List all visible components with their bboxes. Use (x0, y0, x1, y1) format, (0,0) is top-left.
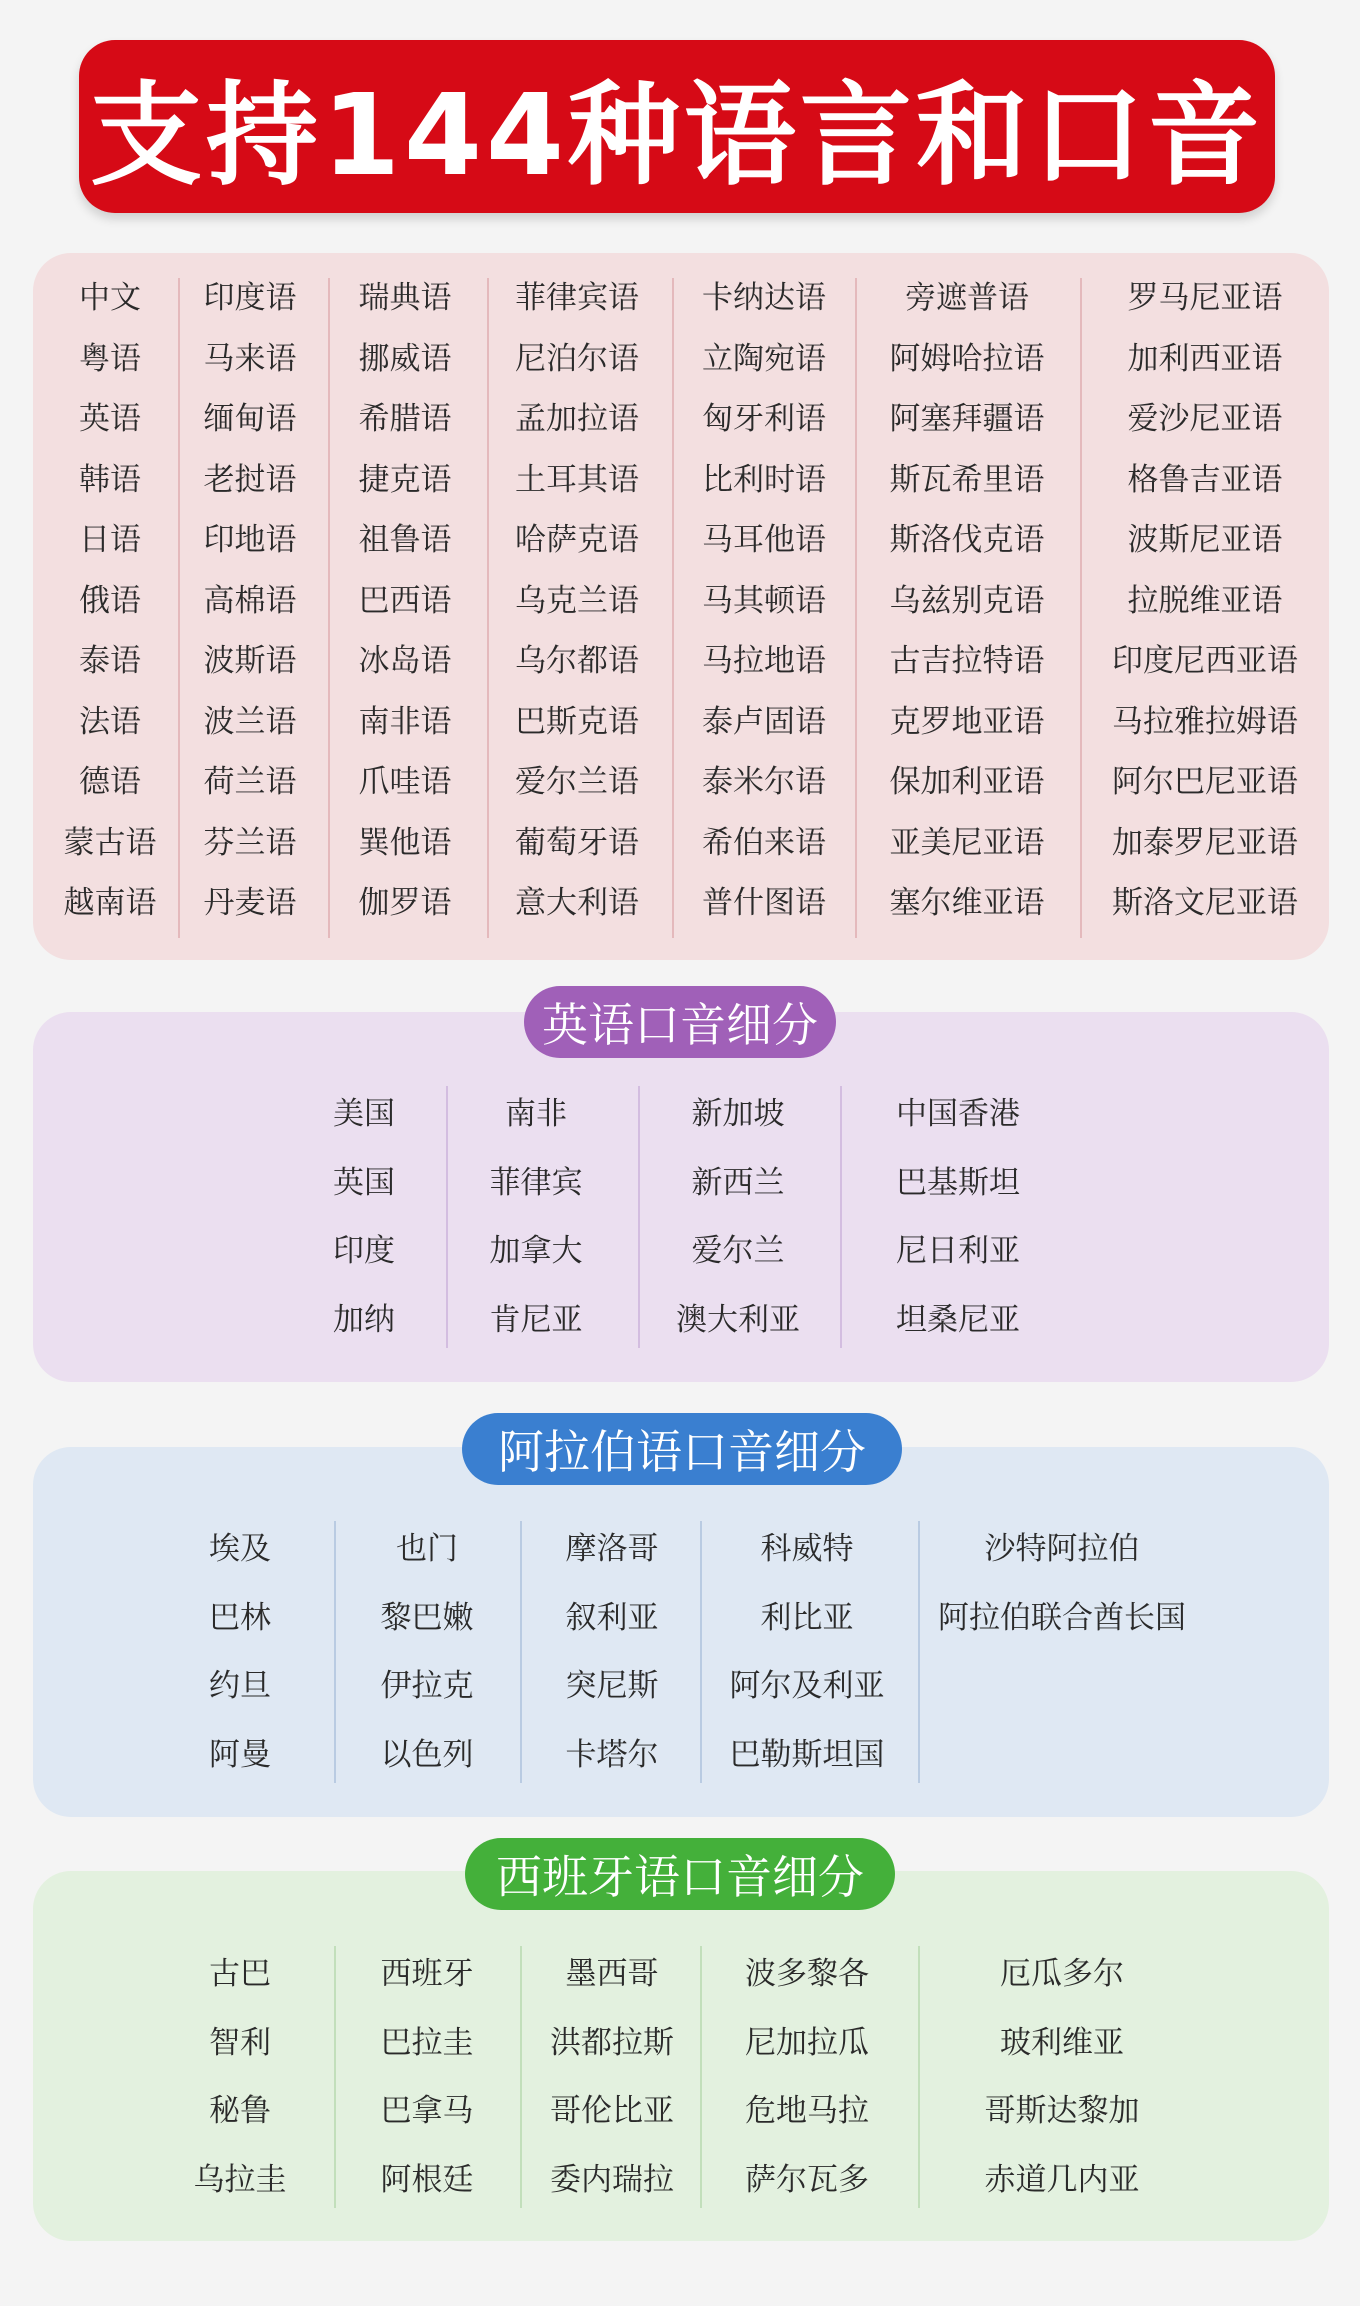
column-divider (487, 278, 489, 938)
list-item: 爱尔兰语 (515, 764, 639, 800)
list-item: 波多黎各 (745, 1956, 869, 1992)
list-item: 阿尔巴尼亚语 (1112, 764, 1298, 800)
column-divider (700, 1521, 702, 1783)
list-item: 哈萨克语 (515, 522, 639, 558)
list-item: 波斯语 (203, 643, 297, 679)
list-item: 玻利维亚 (1000, 2024, 1124, 2061)
list-item: 阿姆哈拉语 (889, 340, 1045, 377)
list-item: 伊拉克 (380, 1668, 474, 1704)
list-item: 克罗地亚语 (889, 703, 1045, 740)
list-item: 缅甸语 (203, 401, 297, 437)
list-item: 卡纳达语 (702, 280, 826, 316)
list-item: 尼日利亚 (896, 1233, 1020, 1269)
column-divider (700, 1946, 702, 2208)
list-item: 坦桑尼亚 (896, 1301, 1020, 1338)
list-item: 智利 (209, 2024, 271, 2061)
list-item: 黎巴嫩 (380, 1599, 474, 1636)
list-item: 蒙古语 (63, 824, 157, 861)
list-item: 马拉雅拉姆语 (1112, 703, 1298, 740)
list-item: 波兰语 (203, 703, 297, 740)
list-item: 马来语 (203, 340, 297, 377)
list-item: 英语 (79, 401, 141, 437)
list-item: 危地马拉 (745, 2093, 869, 2129)
list-item: 韩语 (79, 461, 141, 498)
list-item: 塞尔维亚语 (889, 885, 1045, 921)
english-accent-heading: 英语口音细分 (524, 986, 836, 1058)
list-item: 乌尔都语 (515, 643, 639, 679)
list-item: 希腊语 (358, 401, 452, 437)
list-item: 阿塞拜疆语 (889, 401, 1045, 437)
list-item: 巴林 (209, 1599, 271, 1636)
list-item: 阿根廷 (380, 2161, 474, 2198)
list-item: 卡塔尔 (565, 1736, 659, 1773)
list-item: 厄瓜多尔 (1000, 1956, 1124, 1992)
column-divider (178, 278, 180, 938)
list-item: 印地语 (203, 522, 297, 558)
list-item: 菲律宾 (489, 1164, 583, 1201)
column-divider (520, 1946, 522, 2208)
list-item: 日语 (79, 522, 141, 558)
list-item: 匈牙利语 (702, 401, 826, 437)
list-item: 俄语 (79, 582, 141, 619)
column-divider (672, 278, 674, 938)
column-divider (334, 1946, 336, 2208)
list-item: 泰米尔语 (702, 764, 826, 800)
list-item: 斯洛伐克语 (889, 522, 1045, 558)
list-item: 古吉拉特语 (889, 643, 1045, 679)
list-item: 赤道几内亚 (984, 2161, 1140, 2198)
column-divider (638, 1086, 640, 1348)
column (1055, 268, 1355, 934)
column (808, 1080, 1108, 1354)
list-item: 高棉语 (203, 582, 297, 619)
list-item: 罗马尼亚语 (1127, 280, 1283, 316)
list-item: 科威特 (760, 1531, 854, 1567)
list-item: 叙利亚 (565, 1599, 659, 1636)
list-item: 哥伦比亚 (550, 2093, 674, 2129)
list-item: 利比亚 (760, 1599, 854, 1636)
list-item: 也门 (396, 1531, 458, 1567)
list-item: 哥斯达黎加 (984, 2093, 1140, 2129)
list-item: 加纳 (333, 1301, 395, 1338)
column-divider (840, 1086, 842, 1348)
list-item: 立陶宛语 (702, 340, 826, 377)
list-item: 印度 (333, 1233, 395, 1269)
column-divider (446, 1086, 448, 1348)
list-item: 尼泊尔语 (515, 340, 639, 377)
list-item: 波斯尼亚语 (1127, 522, 1283, 558)
list-item: 伽罗语 (358, 885, 452, 921)
list-item: 萨尔瓦多 (745, 2161, 869, 2198)
list-item: 墨西哥 (565, 1956, 659, 1992)
list-item: 瑞典语 (358, 280, 452, 316)
list-item: 新西兰 (691, 1164, 785, 1201)
list-item: 阿尔及利亚 (729, 1668, 885, 1704)
list-item: 新加坡 (691, 1096, 785, 1132)
list-item: 中文 (79, 280, 141, 316)
list-item: 委内瑞拉 (550, 2161, 674, 2198)
list-item: 祖鲁语 (358, 522, 452, 558)
list-item: 巴拉圭 (380, 2024, 474, 2061)
list-item: 阿曼 (209, 1736, 271, 1773)
list-item: 格鲁吉亚语 (1127, 461, 1283, 498)
list-item: 澳大利亚 (676, 1301, 800, 1338)
list-item: 沙特阿拉伯 (984, 1531, 1140, 1567)
list-item: 古巴 (209, 1956, 271, 1992)
column-divider (520, 1521, 522, 1783)
column-divider (334, 1521, 336, 1783)
list-item: 丹麦语 (203, 885, 297, 921)
arabic-accent-heading: 阿拉伯语口音细分 (462, 1413, 902, 1485)
list-item: 乌克兰语 (515, 582, 639, 619)
list-item: 亚美尼亚语 (889, 824, 1045, 861)
list-item: 埃及 (209, 1531, 271, 1567)
column-divider (328, 278, 330, 938)
column-divider (855, 278, 857, 938)
list-item: 普什图语 (702, 885, 826, 921)
list-item: 粤语 (79, 340, 141, 377)
list-item: 突尼斯 (565, 1668, 659, 1704)
list-item: 巴基斯坦 (896, 1164, 1020, 1201)
list-item: 乌兹别克语 (889, 582, 1045, 619)
list-item: 洪都拉斯 (550, 2024, 674, 2061)
list-item: 意大利语 (515, 885, 639, 921)
list-item: 菲律宾语 (515, 280, 639, 316)
column-divider (918, 1946, 920, 2208)
list-item: 挪威语 (358, 340, 452, 377)
list-item: 土耳其语 (515, 461, 639, 498)
list-item: 英国 (333, 1164, 395, 1201)
list-item: 巴西语 (358, 582, 452, 619)
list-item: 比利时语 (702, 461, 826, 498)
list-item: 巴勒斯坦国 (729, 1736, 885, 1773)
list-item: 斯洛文尼亚语 (1112, 885, 1298, 921)
list-item: 马其顿语 (702, 582, 826, 619)
list-item: 加利西亚语 (1127, 340, 1283, 377)
list-item: 中国香港 (896, 1096, 1020, 1132)
list-item: 秘鲁 (209, 2093, 271, 2129)
list-item: 以色列 (380, 1736, 474, 1773)
list-item: 斯瓦希里语 (889, 461, 1045, 498)
list-item: 越南语 (63, 885, 157, 921)
list-item: 南非 (505, 1096, 567, 1132)
list-item: 捷克语 (358, 461, 452, 498)
list-item: 乌拉圭 (193, 2161, 287, 2198)
list-item: 爪哇语 (358, 764, 452, 800)
list-item: 葡萄牙语 (515, 824, 639, 861)
column-divider (1080, 278, 1082, 938)
page-title: 支持144种语言和口音 (90, 71, 1264, 201)
list-item: 希伯来语 (702, 824, 826, 861)
list-item: 巴拿马 (380, 2093, 474, 2129)
list-item: 约旦 (209, 1668, 271, 1704)
column (912, 1940, 1212, 2214)
list-item: 旁遮普语 (905, 280, 1029, 316)
list-item: 马拉地语 (702, 643, 826, 679)
list-item: 保加利亚语 (889, 764, 1045, 800)
list-item: 老挝语 (203, 461, 297, 498)
list-item: 法语 (79, 703, 141, 740)
list-item: 泰卢固语 (702, 703, 826, 740)
list-item: 印度语 (203, 280, 297, 316)
list-item: 爱沙尼亚语 (1127, 401, 1283, 437)
list-item: 孟加拉语 (515, 401, 639, 437)
list-item: 德语 (79, 764, 141, 800)
list-item: 泰语 (79, 643, 141, 679)
list-item: 加泰罗尼亚语 (1112, 824, 1298, 861)
list-item: 南非语 (358, 703, 452, 740)
list-item: 荷兰语 (203, 764, 297, 800)
list-item: 尼加拉瓜 (745, 2024, 869, 2061)
list-item: 冰岛语 (358, 643, 452, 679)
list-item: 美国 (333, 1096, 395, 1132)
list-item: 马耳他语 (702, 522, 826, 558)
list-item: 加拿大 (489, 1233, 583, 1269)
list-item: 肯尼亚 (489, 1301, 583, 1338)
list-item: 拉脱维亚语 (1127, 582, 1283, 619)
list-item: 西班牙 (380, 1956, 474, 1992)
list-item: 爱尔兰 (691, 1233, 785, 1269)
column (912, 1515, 1212, 1652)
list-item: 阿拉伯联合酋长国 (938, 1599, 1186, 1636)
column-divider (918, 1521, 920, 1783)
title-banner (79, 40, 1275, 213)
spanish-accent-heading: 西班牙语口音细分 (465, 1838, 895, 1910)
list-item: 芬兰语 (203, 824, 297, 861)
list-item: 巴斯克语 (515, 703, 639, 740)
list-item: 摩洛哥 (565, 1531, 659, 1567)
list-item: 印度尼西亚语 (1112, 643, 1298, 679)
list-item: 巽他语 (358, 824, 452, 861)
